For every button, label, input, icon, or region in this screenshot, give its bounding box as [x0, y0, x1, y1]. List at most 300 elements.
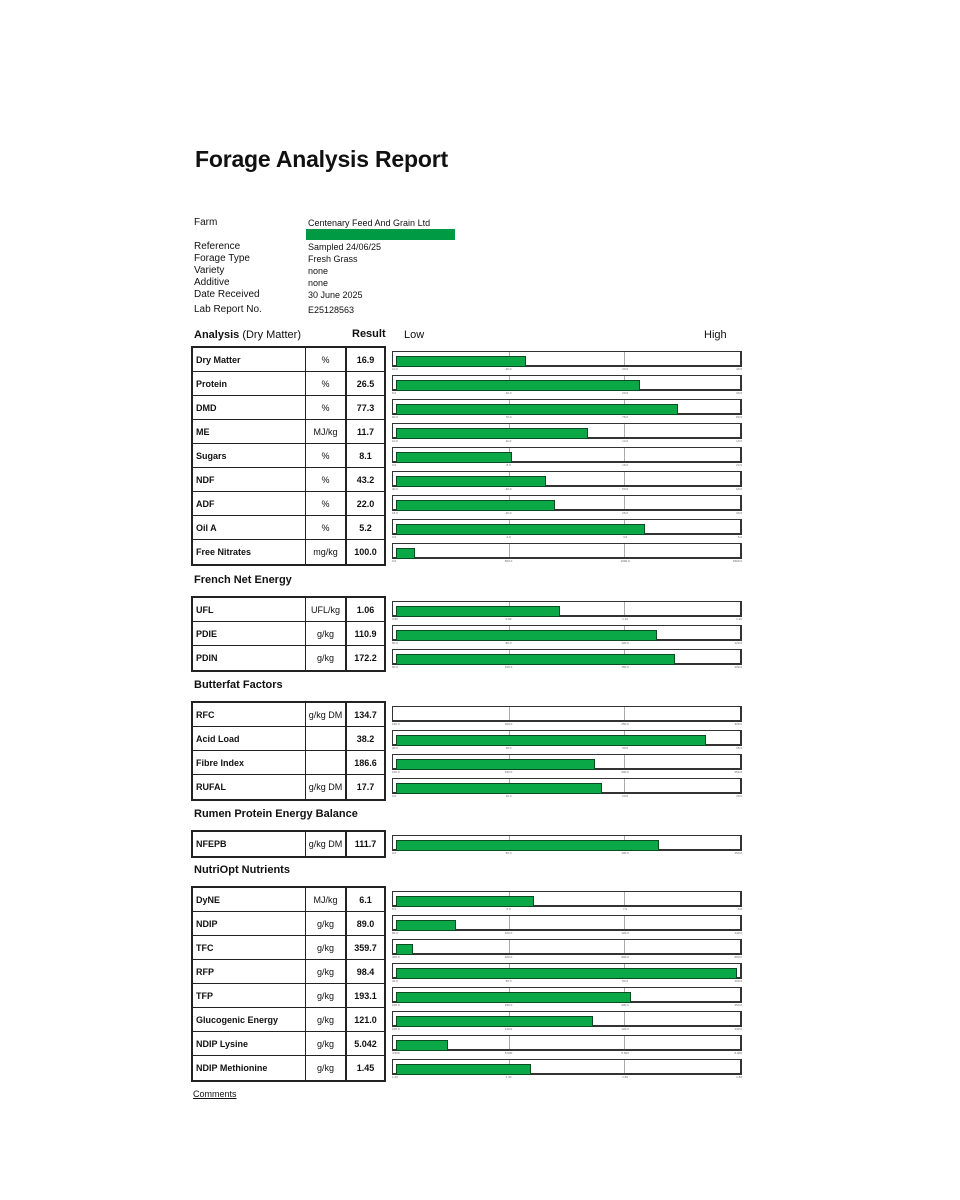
bar-row: [390, 444, 752, 468]
range-scale: [392, 601, 742, 617]
tick-label: 20.0: [505, 511, 512, 515]
result-header: Result: [352, 328, 386, 340]
tick-label: 5.0: [392, 907, 397, 911]
tick-label: 0.90: [505, 617, 512, 621]
range-scale: [392, 1035, 742, 1051]
bar-row: [390, 646, 752, 670]
result-value: 111.7: [354, 839, 377, 849]
tick-label: 150.0: [734, 851, 742, 855]
tick-label: 25.0: [622, 511, 629, 515]
reference-value: Sampled 24/06/25: [308, 242, 382, 252]
table-row: [193, 396, 384, 420]
bar-row: [390, 1008, 752, 1032]
analyte-name: NDIP Methionine: [193, 1056, 306, 1080]
tick-label: 50.0: [622, 487, 629, 491]
result-bar: [396, 920, 456, 931]
tick-label: 200.0: [621, 770, 629, 774]
tick-label: 80.0: [392, 931, 398, 935]
bar-row: [390, 622, 752, 646]
result-value: 134.7: [354, 709, 377, 720]
tick-label: 5.0: [392, 391, 397, 395]
tick-label: 11.0: [505, 439, 512, 443]
tick-label: 1500.0: [732, 559, 742, 563]
tick-label: 5.000: [504, 1051, 513, 1055]
result-value: 17.7: [356, 782, 375, 792]
table-row: [193, 751, 384, 775]
result-value: 5.2: [359, 522, 372, 533]
gridline: [509, 544, 510, 557]
result-value: 43.2: [356, 474, 375, 485]
unit: g/kg: [306, 960, 347, 983]
bar-row: [390, 396, 752, 420]
gridline: [509, 1036, 510, 1049]
result-value: 1.06: [356, 604, 375, 615]
analyte-name: Acid Load: [193, 727, 306, 750]
table-row: [193, 775, 384, 799]
result-bar: [396, 356, 526, 367]
range-scale: [392, 891, 742, 907]
gridline: [624, 916, 625, 929]
result-value: 77.3: [356, 402, 375, 413]
results-table: [191, 346, 386, 566]
result-bar: [396, 735, 706, 746]
tick-label: 0.0: [392, 851, 397, 855]
unit: g/kg: [306, 984, 347, 1007]
unit: %: [306, 468, 347, 491]
table-row: [193, 1032, 384, 1056]
bar-row: [390, 775, 752, 799]
gridline: [624, 755, 625, 768]
range-scale: [392, 375, 742, 391]
tick-labels: [392, 559, 742, 564]
result-value: 98.4: [356, 966, 375, 977]
bar-row: [390, 420, 752, 444]
gridline: [509, 940, 510, 953]
result-bar: [396, 968, 737, 979]
table-row: [193, 372, 384, 396]
tick-label: 20.0: [622, 794, 629, 798]
report-title: Forage Analysis Report: [195, 146, 448, 172]
tick-label: 30.0: [736, 511, 742, 515]
bar-row: [390, 1032, 752, 1056]
table-row: [193, 646, 384, 670]
analyte-name: DyNE: [193, 888, 306, 911]
tick-label: 1000.0: [620, 559, 630, 563]
table-row: [193, 516, 384, 540]
table-row: [193, 832, 384, 856]
results-table: [191, 596, 386, 672]
range-scale: [392, 399, 742, 415]
tick-label: 150.0: [504, 770, 513, 774]
gridline: [624, 1060, 625, 1073]
tick-label: 10.0: [505, 794, 512, 798]
table-row: [193, 468, 384, 492]
tick-label: 0.0: [392, 794, 397, 798]
tick-label: 200.0: [734, 665, 742, 669]
unit: g/kg: [306, 1056, 347, 1080]
result-value: 100.0: [354, 547, 377, 557]
unit: g/kg: [306, 936, 347, 959]
tick-label: 1.40: [505, 1075, 512, 1079]
range-scale: [392, 495, 742, 511]
unit: %: [306, 372, 347, 395]
dry-matter-note: (Dry Matter): [242, 329, 301, 341]
analyte-name: PDIE: [193, 622, 306, 645]
tick-label: 2.0: [506, 535, 511, 539]
result-bar: [396, 380, 640, 391]
analyte-name: Oil A: [193, 516, 306, 539]
result-value: 22.0: [356, 498, 375, 509]
unit: MJ/kg: [306, 888, 347, 911]
date-received-label: Date Received: [194, 289, 260, 300]
table-row: [193, 420, 384, 444]
unit: g/kg DM: [306, 832, 347, 856]
tick-label: 40.0: [392, 979, 398, 983]
range-scale: [392, 1059, 742, 1075]
tick-label: 60.0: [392, 415, 398, 419]
tick-label: 80.0: [505, 641, 512, 645]
range-bars: [390, 348, 752, 564]
gridline: [624, 448, 625, 461]
range-scale: [392, 835, 742, 851]
tick-label: 400.0: [504, 955, 513, 959]
tick-label: 50.0: [392, 641, 398, 645]
result-bar: [396, 654, 675, 665]
tick-label: 1.10: [622, 617, 629, 621]
range-scale: [392, 1011, 742, 1027]
result-bar: [396, 524, 645, 535]
table-row: [193, 936, 384, 960]
tick-label: 40.0: [505, 487, 512, 491]
result-bar: [396, 1040, 448, 1051]
range-scale: [392, 447, 742, 463]
analyte-name: RFP: [193, 960, 306, 983]
table-row: [193, 348, 384, 372]
bar-row: [390, 832, 752, 856]
tick-label: 150.0: [504, 1003, 513, 1007]
tick-label: 1.20: [392, 1075, 398, 1079]
tick-label: 250.0: [621, 722, 629, 726]
results-table: [191, 701, 386, 801]
table-row: [193, 492, 384, 516]
tick-label: 300.0: [734, 722, 742, 726]
tick-label: 6.000: [734, 1051, 742, 1055]
tick-label: 30.0: [736, 391, 742, 395]
tick-label: 75.0: [622, 415, 629, 419]
section-title: Rumen Protein Energy Balance: [194, 808, 358, 820]
unit: MJ/kg: [306, 420, 347, 443]
tick-label: 120.0: [621, 931, 629, 935]
farm-label: Farm: [194, 217, 218, 228]
analyte-name: NDIP: [193, 912, 306, 935]
tick-label: 1.20: [736, 617, 742, 621]
tick-label: 100.0: [504, 931, 513, 935]
result-value: 172.2: [354, 653, 377, 663]
lab-report-label: Lab Report No.: [194, 304, 262, 315]
gridline: [624, 602, 625, 615]
analyte-name: RUFAL: [193, 775, 306, 799]
analyte-name: Fibre Index: [193, 751, 306, 774]
tick-label: 24.0: [736, 463, 742, 467]
range-scale: [392, 754, 742, 770]
forage-type-label: Forage Type: [194, 253, 250, 264]
range-scale: [392, 519, 742, 535]
additive-value: none: [308, 278, 329, 288]
unit: g/kg: [306, 1032, 347, 1055]
tick-label: 150.0: [621, 665, 629, 669]
bar-row: [390, 1056, 752, 1080]
analyte-name: NDF: [193, 468, 306, 491]
bar-row: [390, 984, 752, 1008]
result-bar: [396, 896, 534, 907]
tick-label: 0.80: [392, 617, 398, 621]
tick-label: 250.0: [734, 1003, 742, 1007]
result-value: 11.7: [356, 426, 375, 437]
tick-label: 100.0: [621, 641, 629, 645]
result-bar: [396, 992, 631, 1003]
analyte-name: RFC: [193, 703, 306, 726]
result-value: 89.0: [356, 918, 375, 929]
comments-link[interactable]: Comments: [193, 1089, 237, 1099]
table-row: [193, 598, 384, 622]
tick-label: 120.0: [734, 641, 742, 645]
unit: [306, 751, 347, 774]
range-bars: [390, 832, 752, 856]
range-bars: [390, 703, 752, 799]
result-value: 193.1: [354, 990, 377, 1001]
bar-row: [390, 516, 752, 540]
table-row: [193, 703, 384, 727]
analysis-header: [194, 329, 301, 341]
result-bar: [396, 428, 588, 439]
result-value: 110.9: [354, 628, 377, 639]
tick-label: 8.0: [737, 907, 742, 911]
analyte-name: Free Nitrates: [193, 540, 306, 564]
analyte-name: TFP: [193, 984, 306, 1007]
tick-label: 35.0: [736, 746, 742, 750]
tick-label: 20.0: [392, 746, 398, 750]
result-bar: [396, 404, 678, 415]
result-value: 38.2: [356, 733, 375, 744]
result-bar: [396, 1016, 593, 1027]
tick-label: 6.0: [506, 907, 511, 911]
bar-row: [390, 348, 752, 372]
bar-row: [390, 912, 752, 936]
gridline: [624, 496, 625, 509]
bar-row: [390, 727, 752, 751]
analyte-name: DMD: [193, 396, 306, 419]
bar-row: [390, 540, 752, 564]
range-scale: [392, 730, 742, 746]
gridline: [509, 916, 510, 929]
date-received-value: 30 June 2025: [308, 290, 363, 300]
low-header: Low: [404, 329, 425, 341]
unit: g/kg: [306, 1008, 347, 1031]
gridline: [624, 1012, 625, 1025]
result-bar: [396, 452, 512, 463]
range-bars: [390, 888, 752, 1080]
section-title: Butterfat Factors: [194, 679, 283, 691]
result-bar: [396, 840, 659, 851]
tick-label: 16.0: [622, 463, 629, 467]
result-bar: [396, 548, 415, 559]
tick-label: 500.0: [504, 559, 513, 563]
table-row: [193, 984, 384, 1008]
tick-label: 30.0: [622, 367, 629, 371]
tick-label: 120.0: [621, 1027, 629, 1031]
variety-label: Variety: [194, 265, 225, 276]
gridline: [624, 940, 625, 953]
tick-labels: [392, 794, 742, 799]
results-table: [191, 886, 386, 1082]
result-bar: [396, 944, 413, 955]
table-row: [193, 727, 384, 751]
gridline: [624, 1036, 625, 1049]
unit: %: [306, 444, 347, 467]
variety-value: none: [308, 266, 329, 276]
result-bar: [396, 500, 555, 511]
range-bars: [390, 598, 752, 670]
unit: g/kg: [306, 622, 347, 645]
table-row: [193, 960, 384, 984]
tick-label: 10.0: [392, 367, 398, 371]
tick-label: 50.0: [392, 665, 398, 669]
gridline: [624, 779, 625, 792]
tick-label: 1.60: [622, 1075, 629, 1079]
gridline: [624, 892, 625, 905]
unit: UFL/kg: [306, 598, 347, 621]
unit: g/kg: [306, 912, 347, 935]
analyte-name: NDIP Lysine: [193, 1032, 306, 1055]
tick-labels: [392, 665, 742, 670]
reference-label: Reference: [194, 241, 241, 252]
range-scale: [392, 706, 742, 722]
range-scale: [392, 423, 742, 439]
high-header: High: [704, 329, 727, 341]
tick-label: 500.0: [621, 955, 629, 959]
tick-label: 6.0: [737, 535, 742, 539]
range-scale: [392, 987, 742, 1003]
analyte-name: ME: [193, 420, 306, 443]
bar-row: [390, 468, 752, 492]
table-row: [193, 1056, 384, 1080]
tick-label: 20.0: [505, 367, 512, 371]
analyte-name: TFC: [193, 936, 306, 959]
tick-label: 100.0: [392, 1003, 400, 1007]
tick-label: 0.0: [392, 535, 397, 539]
result-bar: [396, 630, 657, 641]
unit: %: [306, 348, 347, 371]
tick-label: 100.0: [504, 665, 513, 669]
unit: %: [306, 396, 347, 419]
bar-row: [390, 372, 752, 396]
tick-label: 300.0: [392, 955, 400, 959]
result-bar: [396, 476, 546, 487]
table-row: [193, 888, 384, 912]
table-row: [193, 622, 384, 646]
unit: g/kg DM: [306, 775, 347, 799]
tick-label: 200.0: [621, 1003, 629, 1007]
result-value: 8.1: [359, 450, 372, 461]
unit: g/kg DM: [306, 703, 347, 726]
tick-label: 140.0: [734, 931, 742, 935]
tick-label: 4.500: [392, 1051, 400, 1055]
tick-label: 150.0: [392, 722, 400, 726]
tick-label: 40.0: [736, 367, 742, 371]
gridline: [624, 707, 625, 720]
tick-label: 200.0: [504, 722, 513, 726]
tick-label: 5.500: [621, 1051, 629, 1055]
result-value: 121.0: [354, 1014, 377, 1025]
bar-row: [390, 703, 752, 727]
analyte-name: Dry Matter: [193, 348, 306, 371]
tick-label: 60.0: [505, 979, 512, 983]
result-value: 26.5: [356, 378, 375, 389]
tick-label: 8.0: [506, 463, 511, 467]
tick-label: 70.0: [505, 415, 512, 419]
range-scale: [392, 625, 742, 641]
tick-label: 0.0: [392, 463, 397, 467]
result-value: 186.6: [354, 757, 377, 768]
section-title: NutriOpt Nutrients: [194, 864, 290, 876]
tick-label: 100.0: [392, 1027, 400, 1031]
bar-row: [390, 492, 752, 516]
tick-label: 30.0: [736, 794, 742, 798]
tick-label: 10.0: [392, 439, 398, 443]
analysis-label: Analysis: [194, 329, 240, 341]
analyte-name: Sugars: [193, 444, 306, 467]
gridline: [509, 707, 510, 720]
unit: %: [306, 516, 347, 539]
tick-label: 130.0: [734, 1027, 742, 1031]
range-scale: [392, 649, 742, 665]
table-row: [193, 1008, 384, 1032]
tick-label: 30.0: [392, 487, 398, 491]
section-title: French Net Energy: [194, 574, 292, 586]
tick-label: 50.0: [505, 851, 512, 855]
tick-label: 25.0: [505, 746, 512, 750]
result-bar: [396, 606, 560, 617]
tick-labels: [392, 851, 742, 856]
result-value: 16.9: [356, 354, 375, 365]
unit: mg/kg: [306, 540, 347, 564]
range-scale: [392, 471, 742, 487]
tick-label: 100.0: [392, 770, 400, 774]
bar-row: [390, 751, 752, 775]
analyte-name: ADF: [193, 492, 306, 515]
range-scale: [392, 778, 742, 794]
analyte-name: Protein: [193, 372, 306, 395]
result-value: 359.7: [354, 942, 377, 953]
unit: %: [306, 492, 347, 515]
range-scale: [392, 915, 742, 931]
bar-row: [390, 960, 752, 984]
tick-label: 12.0: [622, 439, 629, 443]
analyte-name: NFEPB: [193, 832, 306, 856]
farm-value: Centenary Feed And Grain Ltd: [308, 218, 431, 228]
gridline: [624, 472, 625, 485]
analyte-name: Glucogenic Energy: [193, 1008, 306, 1031]
tick-label: 0.0: [392, 559, 397, 563]
tick-label: 100.0: [621, 851, 629, 855]
table-row: [193, 444, 384, 468]
tick-label: 1.80: [736, 1075, 742, 1079]
tick-label: 80.0: [736, 415, 742, 419]
range-scale: [392, 939, 742, 955]
tick-label: 13.0: [736, 439, 742, 443]
tick-label: 250.0: [734, 770, 742, 774]
result-value: 6.1: [359, 894, 372, 905]
